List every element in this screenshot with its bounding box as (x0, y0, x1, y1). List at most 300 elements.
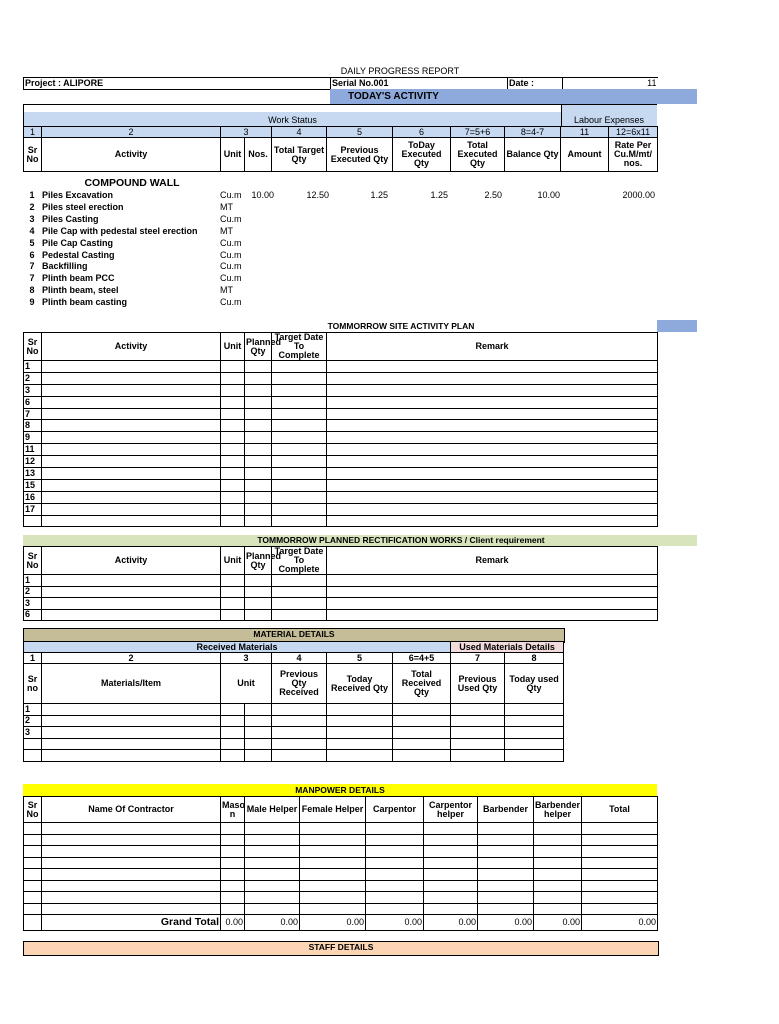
empty-cell (221, 903, 245, 915)
empty-cell (300, 846, 366, 858)
empty-cell (534, 903, 582, 915)
activity-unit: Cu.m (220, 249, 242, 260)
column-header: Unit (221, 138, 245, 172)
column-header: Activity (42, 333, 221, 361)
empty-cell (245, 892, 300, 904)
empty-cell (327, 715, 393, 727)
plan-row (24, 408, 658, 420)
empty-cell (24, 823, 42, 835)
column-header: Previous Qty Received (272, 664, 327, 704)
empty-cell (245, 857, 300, 869)
column-header: Barbender (478, 797, 534, 823)
todays-activity-table (23, 126, 658, 172)
empty-cell (245, 479, 272, 491)
empty-cell (534, 834, 582, 846)
empty-cell (272, 468, 327, 480)
column-header: Nos. (245, 138, 272, 172)
empty-cell (221, 869, 245, 881)
sr-number: 8 (24, 420, 42, 432)
empty-cell (221, 575, 245, 587)
grand-total-value: 0.00 (582, 915, 658, 931)
column-header: Sr No (24, 333, 42, 361)
empty-cell (272, 444, 327, 456)
empty-cell (424, 869, 478, 881)
empty-cell (245, 598, 272, 610)
empty-cell (245, 456, 272, 468)
column-header: Total Received Qty (393, 664, 451, 704)
empty-cell (245, 738, 272, 750)
activity-sr: 2 (29, 201, 35, 212)
empty-cell (42, 444, 221, 456)
column-header: Total (582, 797, 658, 823)
empty-cell (327, 468, 658, 480)
empty-cell (327, 372, 658, 384)
empty-cell (424, 892, 478, 904)
empty-cell (327, 609, 658, 621)
empty-cell (300, 869, 366, 881)
empty-cell (424, 823, 478, 835)
activity-unit: Cu.m (220, 190, 242, 200)
empty-cell (582, 857, 658, 869)
project-name: Project : ALIPORE (24, 78, 331, 90)
activity-sr: 4 (29, 225, 35, 236)
empty-cell (42, 420, 221, 432)
empty-cell (300, 823, 366, 835)
empty-cell (327, 738, 393, 750)
plan-row (24, 598, 658, 610)
compound-wall-heading: COMPOUND WALL (84, 177, 180, 189)
column-header: Today Received Qty (327, 664, 393, 704)
col-number: 2 (42, 653, 221, 664)
column-header: Unit (221, 333, 245, 361)
empty-cell (582, 823, 658, 835)
empty-cell (272, 715, 327, 727)
empty-cell (221, 444, 245, 456)
column-header: Total Executed Qty (451, 138, 505, 172)
column-header: Sr No (24, 797, 42, 823)
empty-cell (245, 869, 300, 881)
empty-cell (505, 704, 564, 716)
sr-number: 9 (24, 432, 42, 444)
empty-cell (451, 715, 505, 727)
manpower-row (24, 903, 658, 915)
col-number: 2 (42, 127, 221, 138)
column-header: Name Of Contractor (42, 797, 221, 823)
column-header: Total Target Qty (272, 138, 327, 172)
empty-cell (221, 479, 245, 491)
grand-total-value: 0.00 (366, 915, 424, 931)
activity-sr: 7 (29, 261, 35, 272)
empty-cell (24, 869, 42, 881)
empty-cell (424, 846, 478, 858)
manpower-row (24, 857, 658, 869)
empty-cell (327, 704, 393, 716)
empty-cell (327, 432, 658, 444)
empty-cell (221, 880, 245, 892)
empty-cell (245, 834, 300, 846)
date-value: 11 (563, 78, 658, 90)
empty-cell (366, 857, 424, 869)
empty-cell (221, 857, 245, 869)
empty-cell (42, 857, 221, 869)
activity-activity: Piles steel erection (42, 201, 124, 212)
empty-cell (327, 361, 658, 373)
empty-cell (245, 384, 272, 396)
material-row (24, 738, 564, 750)
empty-cell (327, 598, 658, 610)
plan-row (24, 456, 658, 468)
activity-sr: 3 (29, 213, 35, 224)
empty-cell (245, 468, 272, 480)
empty-cell (451, 727, 505, 739)
activity-activity: Plinth beam casting (42, 297, 128, 308)
column-header: Target Date To Complete (272, 547, 327, 575)
empty-cell (393, 738, 451, 750)
material-row (24, 704, 564, 716)
empty-cell (300, 880, 366, 892)
empty-cell (272, 575, 327, 587)
col-number: 11 (561, 127, 609, 138)
sr-number: 1 (24, 361, 42, 373)
empty-cell (245, 880, 300, 892)
sr-number: 11 (24, 444, 42, 456)
plan-row (24, 586, 658, 598)
manpower-row (24, 823, 658, 835)
empty-cell (42, 834, 221, 846)
empty-cell (478, 892, 534, 904)
empty-cell (24, 915, 42, 931)
empty-cell (393, 750, 451, 762)
material-row (24, 715, 564, 727)
empty-cell (42, 468, 221, 480)
plan-row (24, 396, 658, 408)
empty-cell (42, 715, 221, 727)
col-number: 4 (272, 127, 327, 138)
empty-cell (366, 880, 424, 892)
empty-cell (245, 727, 272, 739)
sr-number (24, 750, 42, 762)
material-row (24, 727, 564, 739)
grand-total-value: 0.00 (300, 915, 366, 931)
activity-row (23, 213, 657, 225)
empty-cell (42, 704, 221, 716)
empty-cell (245, 609, 272, 621)
manpower-banner: MANPOWER DETAILS (23, 784, 657, 796)
empty-cell (272, 432, 327, 444)
empty-cell (478, 880, 534, 892)
empty-cell (221, 372, 245, 384)
empty-cell (272, 361, 327, 373)
empty-cell (272, 704, 327, 716)
empty-cell (272, 727, 327, 739)
activity-row (23, 189, 657, 201)
rectification-banner: TOMMORROW PLANNED RECTIFICATION WORKS / Client requirement (23, 535, 697, 546)
activity-row (23, 237, 657, 249)
column-header: Remark (327, 547, 658, 575)
plan-row (24, 609, 658, 621)
empty-cell (245, 903, 300, 915)
empty-cell (42, 750, 221, 762)
empty-cell (221, 420, 245, 432)
activity-balance: 10.00 (537, 190, 560, 200)
empty-cell (327, 515, 658, 527)
empty-cell (24, 892, 42, 904)
rectification-table (23, 546, 658, 621)
empty-cell (221, 384, 245, 396)
empty-cell (582, 834, 658, 846)
activity-activity: Pile Cap Casting (42, 237, 114, 248)
col-number: 1 (24, 653, 42, 664)
empty-cell (221, 456, 245, 468)
activity-row (23, 296, 657, 308)
plan-row (24, 479, 658, 491)
empty-cell (42, 575, 221, 587)
empty-cell (366, 892, 424, 904)
column-header: Male Helper (245, 797, 300, 823)
empty-cell (478, 903, 534, 915)
empty-cell (478, 869, 534, 881)
col-number: 3 (221, 653, 272, 664)
date-label: Date : (508, 78, 563, 90)
activity-row (23, 272, 657, 284)
empty-cell (582, 869, 658, 881)
sr-number: 1 (24, 575, 42, 587)
col-number: 12=6x11 (609, 127, 658, 138)
column-header: Materials/Item (42, 664, 221, 704)
empty-cell (245, 503, 272, 515)
empty-cell (42, 361, 221, 373)
empty-cell (505, 738, 564, 750)
empty-cell (272, 384, 327, 396)
plan-row (24, 361, 658, 373)
column-header: Planned Qty (245, 547, 272, 575)
empty-cell (42, 432, 221, 444)
sr-number: 3 (24, 727, 42, 739)
empty-cell (245, 420, 272, 432)
empty-cell (272, 750, 327, 762)
empty-cell (24, 880, 42, 892)
plan-row (24, 432, 658, 444)
plan-row (24, 515, 658, 527)
empty-cell (366, 834, 424, 846)
sr-number: 12 (24, 456, 42, 468)
empty-cell (42, 503, 221, 515)
empty-cell (505, 715, 564, 727)
empty-cell (327, 420, 658, 432)
used-materials-label: Used Materials Details (451, 642, 564, 653)
grand-total-value: 0.00 (534, 915, 582, 931)
empty-cell (221, 892, 245, 904)
empty-cell (366, 903, 424, 915)
manpower-row (24, 892, 658, 904)
sr-number: 2 (24, 715, 42, 727)
empty-cell (534, 880, 582, 892)
activity-sr: 6 (29, 249, 35, 260)
empty-cell (327, 491, 658, 503)
activity-sr: 8 (29, 285, 35, 296)
activity-unit: Cu.m (220, 213, 242, 224)
empty-cell (451, 750, 505, 762)
column-header: Balance Qty (505, 138, 561, 172)
activity-unit: Cu.m (220, 261, 242, 272)
column-header: Unit (221, 547, 245, 575)
empty-cell (42, 479, 221, 491)
plan-row (24, 420, 658, 432)
empty-cell (300, 903, 366, 915)
empty-cell (505, 750, 564, 762)
sr-number: 6 (24, 609, 42, 621)
empty-cell (42, 727, 221, 739)
plan-row (24, 372, 658, 384)
empty-cell (582, 846, 658, 858)
activity-target: 12.50 (306, 190, 329, 200)
activity-row (23, 260, 657, 272)
empty-cell (534, 857, 582, 869)
empty-cell (582, 880, 658, 892)
activity-unit: Cu.m (220, 273, 242, 284)
empty-cell (393, 727, 451, 739)
tomorrow-plan-banner: TOMMORROW SITE ACTIVITY PLAN (23, 320, 697, 332)
sr-number: 1 (24, 704, 42, 716)
empty-cell (221, 586, 245, 598)
column-header: Sr no (24, 664, 42, 704)
empty-cell (42, 609, 221, 621)
column-header: Rate Per Cu.M/mt/ nos. (609, 138, 658, 172)
empty-cell (272, 479, 327, 491)
empty-cell (272, 503, 327, 515)
column-header: Remark (327, 333, 658, 361)
empty-cell (221, 834, 245, 846)
col-number: 1 (24, 127, 42, 138)
empty-cell (424, 834, 478, 846)
sr-number: 6 (24, 396, 42, 408)
empty-cell (245, 575, 272, 587)
empty-cell (478, 823, 534, 835)
grand-total-value: 0.00 (221, 915, 245, 931)
sr-number: 3 (24, 384, 42, 396)
column-header: Female Helper (300, 797, 366, 823)
empty-cell (221, 704, 245, 716)
activity-total: 2.50 (484, 190, 502, 200)
grand-total-value: 0.00 (424, 915, 478, 931)
activity-activity: Plinth beam PCC (42, 273, 115, 284)
empty-cell (245, 586, 272, 598)
empty-cell (221, 598, 245, 610)
empty-cell (42, 384, 221, 396)
column-header: Target Date To Complete (272, 333, 327, 361)
empty-cell (42, 903, 221, 915)
report-title: DAILY PROGRESS REPORT (340, 66, 460, 76)
empty-cell (424, 857, 478, 869)
empty-cell (245, 432, 272, 444)
empty-cell (42, 598, 221, 610)
col-number: 8=4-7 (505, 127, 561, 138)
empty-cell (366, 823, 424, 835)
col-number: 5 (327, 653, 393, 664)
empty-cell (327, 503, 658, 515)
column-header: Planned Qty (245, 333, 272, 361)
column-header: Previous Executed Qty (327, 138, 393, 172)
activity-sr: 5 (29, 237, 35, 248)
empty-cell (42, 738, 221, 750)
serial-number: Serial No.001 (331, 78, 508, 90)
grand-total-label: Grand Total (42, 915, 221, 931)
empty-cell (272, 408, 327, 420)
col-number: 3 (221, 127, 272, 138)
activity-sr: 9 (29, 297, 35, 308)
material-banner: MATERIAL DETAILS (23, 628, 565, 643)
empty-cell (327, 586, 658, 598)
grand-total-value: 0.00 (245, 915, 300, 931)
empty-cell (272, 515, 327, 527)
empty-cell (42, 491, 221, 503)
empty-cell (221, 396, 245, 408)
activity-activity: Plinth beam, steel (42, 285, 119, 296)
sr-number: 17 (24, 503, 42, 515)
empty-cell (221, 823, 245, 835)
activity-rate: 2000.00 (622, 190, 655, 200)
empty-cell (245, 444, 272, 456)
empty-cell (221, 491, 245, 503)
empty-cell (42, 823, 221, 835)
empty-cell (245, 715, 272, 727)
empty-cell (327, 479, 658, 491)
material-row (24, 750, 564, 762)
staff-banner: STAFF DETAILS (23, 941, 659, 956)
empty-cell (451, 704, 505, 716)
empty-cell (245, 396, 272, 408)
manpower-row (24, 846, 658, 858)
empty-cell (42, 456, 221, 468)
column-header: Sr No (24, 547, 42, 575)
col-number: 7=5+6 (451, 127, 505, 138)
work-status-label: Work Status (268, 115, 317, 125)
empty-cell (424, 880, 478, 892)
empty-cell (534, 892, 582, 904)
plan-row (24, 468, 658, 480)
empty-cell (42, 586, 221, 598)
empty-cell (272, 738, 327, 750)
empty-cell (327, 384, 658, 396)
empty-cell (42, 408, 221, 420)
activity-sr: 7 (29, 273, 35, 284)
empty-cell (272, 586, 327, 598)
activity-unit: MT (220, 285, 233, 296)
empty-cell (221, 408, 245, 420)
empty-cell (505, 727, 564, 739)
column-header: Barbender helper (534, 797, 582, 823)
empty-cell (393, 704, 451, 716)
empty-cell (534, 846, 582, 858)
empty-cell (245, 704, 272, 716)
col-number: 5 (327, 127, 393, 138)
manpower-row (24, 869, 658, 881)
sr-number (24, 738, 42, 750)
activity-row (23, 225, 657, 237)
empty-cell (42, 515, 221, 527)
empty-cell (272, 396, 327, 408)
empty-cell (221, 750, 245, 762)
empty-cell (366, 846, 424, 858)
activity-activity: Piles Excavation (42, 190, 114, 200)
column-header: Today used Qty (505, 664, 564, 704)
manpower-table (23, 796, 658, 931)
col-number: 6=4+5 (393, 653, 451, 664)
sr-number: 3 (24, 598, 42, 610)
empty-cell (245, 491, 272, 503)
material-table (23, 641, 564, 762)
empty-cell (300, 892, 366, 904)
